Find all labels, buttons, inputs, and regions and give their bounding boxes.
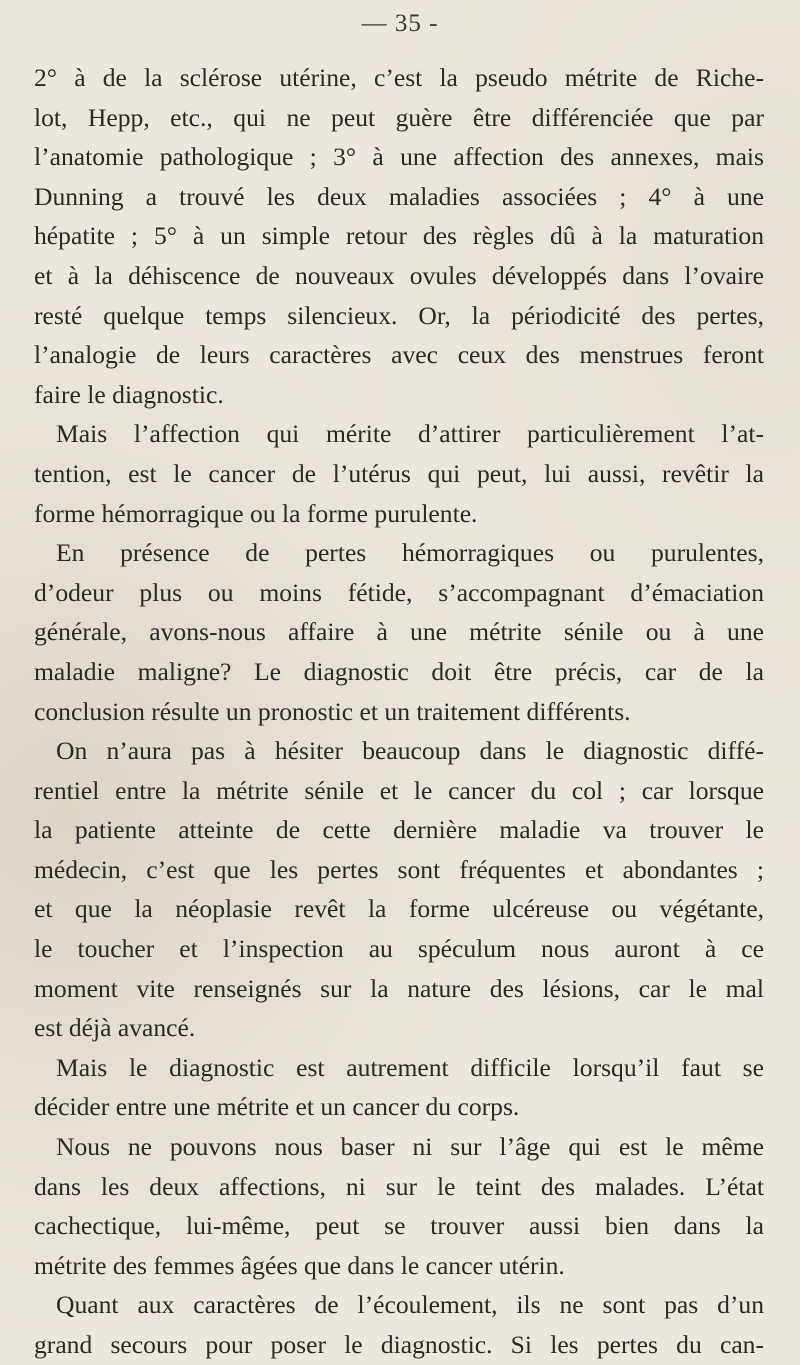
text-line: En présence de pertes hémorragiques ou purulentes,: [56, 538, 764, 568]
text-line: Quant aux caractères de l’écoulement, ils ne sont pas d’un: [56, 1290, 764, 1320]
text-line: hépatite ; 5° à un simple retour des règles dû à la maturation: [34, 221, 764, 251]
body-text: [34, 58, 764, 1365]
text-line: faire le diagnostic.: [34, 379, 224, 409]
page-number: — 35 -: [361, 10, 439, 37]
text-line: Mais l’affection qui mérite d’attirer particulièrement l’at-: [56, 419, 764, 449]
text-line: générale, avons-nous affaire à une métrite sénile ou à une: [34, 617, 764, 647]
text-line: Dunning a trouvé les deux maladies associées ; 4° à une: [34, 181, 764, 211]
text-line: et à la déhiscence de nouveaux ovules développés dans l’ovaire: [34, 260, 764, 290]
text-line: tention, est le cancer de l’utérus qui peut, lui aussi, revêtir la: [34, 458, 764, 488]
text-line: grand secours pour poser le diagnostic. Si les pertes du can-: [34, 1330, 764, 1359]
text-line: cachectique, lui-même, peut se trouver aussi bien dans la: [34, 1211, 764, 1241]
text-line: conclusion résulte un pronostic et un traitement différents.: [34, 696, 631, 726]
text-line: décider entre une métrite et un cancer du corps.: [34, 1092, 520, 1122]
text-line: métrite des femmes âgées que dans le cancer utérin.: [34, 1250, 565, 1280]
text-line: le toucher et l’inspection au spéculum nous auront à ce: [34, 934, 764, 964]
text-line: dans les deux affections, ni sur le teint des malades. L’état: [34, 1171, 764, 1201]
text-line: resté quelque temps silencieux. Or, la périodicité des pertes,: [34, 300, 764, 330]
text-line: rentiel entre la métrite sénile et le cancer du col ; car lorsque: [34, 775, 764, 805]
text-line: 2° à de la sclérose utérine, c’est la pseudo métrite de Riche-: [34, 63, 764, 92]
text-line: l’analogie de leurs caractères avec ceux des menstrues feront: [34, 340, 764, 370]
text-line: et que la néoplasie revêt la forme ulcéreuse ou végétante,: [34, 894, 764, 924]
text-line: maladie maligne? Le diagnostic doit être précis, car de la: [34, 656, 764, 686]
text-line: la patiente atteinte de cette dernière maladie va trouver le: [34, 815, 764, 845]
text-line: Nous ne pouvons nous baser ni sur l’âge qui est le même: [56, 1132, 764, 1162]
text-line: On n’aura pas à hésiter beaucoup dans le diagnostic diffé-: [56, 736, 764, 766]
text-line: l’anatomie pathologique ; 3° à une affection des annexes, mais: [34, 142, 764, 172]
text-line: d’odeur plus ou moins fétide, s’accompagnant d’émaciation: [34, 577, 764, 607]
text-line: moment vite renseignés sur la nature des lésions, car le mal: [34, 973, 764, 1003]
text-line: médecin, c’est que les pertes sont fréquentes et abondantes ;: [34, 854, 764, 884]
text-line: lot, Hepp, etc., qui ne peut guère être différenciée que par: [34, 102, 764, 132]
text-line: forme hémorragique ou la forme purulente.: [34, 498, 478, 528]
text-line: Mais le diagnostic est autrement difficile lorsqu’il faut se: [56, 1052, 764, 1082]
text-line: est déjà avancé.: [34, 1013, 196, 1043]
